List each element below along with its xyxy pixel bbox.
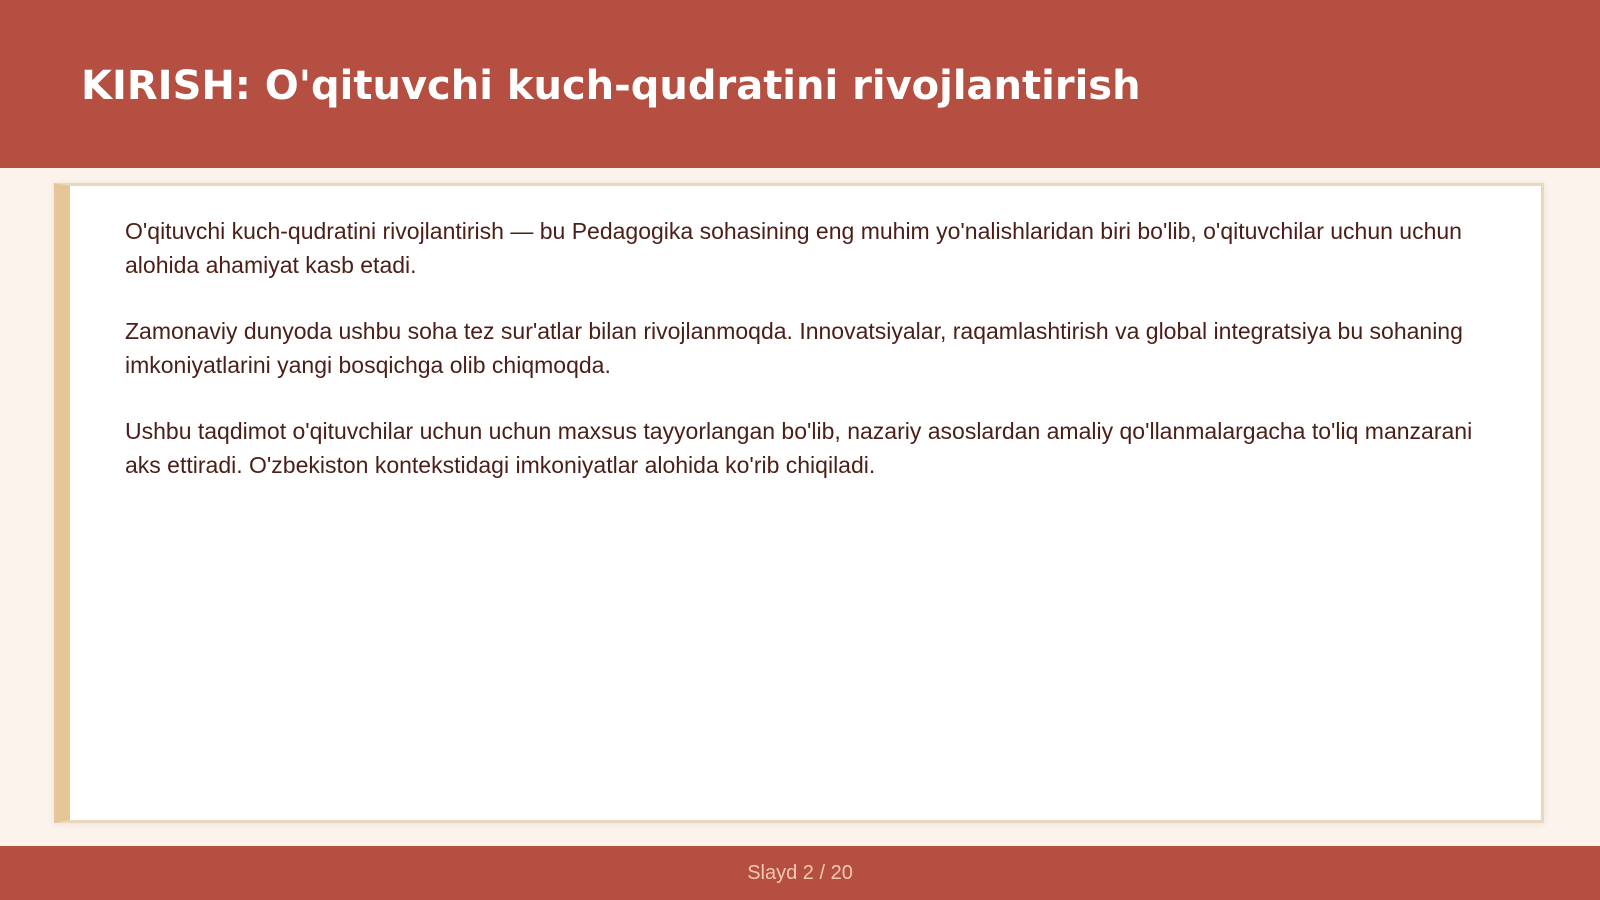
paragraph-presentation-purpose: Ushbu taqdimot o'qituvchilar uchun uchun maxsus tayyorlangan bo'lib, nazariy asoslardan amaliy qo'llanmalargacha to'liq manzarani aks ettiradi. O'zbekiston kontekstidagi imkoniyatlar alohida ko'rib chiqiladi. xyxy=(125,418,1473,478)
slide-title: KIRISH: O'qituvchi kuch-qudratini rivojlantirish xyxy=(81,63,1141,109)
slide-counter: Slayd 2 / 20 xyxy=(747,862,853,884)
content-card xyxy=(54,183,1544,823)
body-text xyxy=(125,214,1510,514)
slide-footer xyxy=(0,846,1600,900)
paragraph-modern-world: Zamonaviy dunyoda ushbu soha tez sur'atlar bilan rivojlanmoqda. Innovatsiyalar, raqamlashtirish va global integratsiya bu sohaning imkoniyatlarini yangi bosqichga olib chiqmoqda. xyxy=(125,318,1463,378)
paragraph-intro: O'qituvchi kuch-qudratini rivojlantirish — bu Pedagogika sohasining eng muhim yo'nalishlaridan biri bo'lib, o'qituvchilar uchun uchun alohida ahamiyat kasb etadi. xyxy=(125,218,1462,278)
slide-header xyxy=(0,0,1600,168)
